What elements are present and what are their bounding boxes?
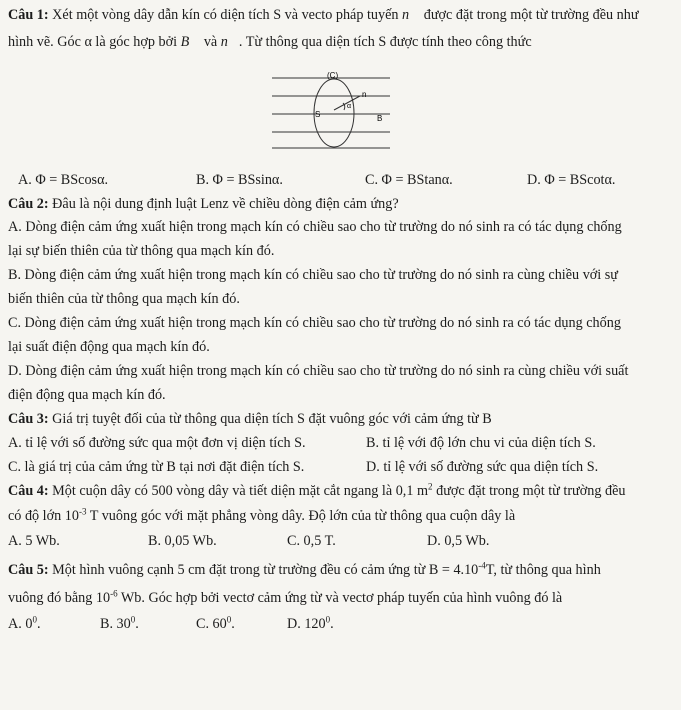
q1-n-symbol: n⃗	[402, 7, 421, 23]
q4-option-c: C. 0,5 T.	[287, 533, 336, 549]
q4-exp-2: -3	[78, 506, 87, 517]
q2-label: Câu 2:	[8, 196, 49, 212]
q5-text-1a: Một hình vuông cạnh 5 cm đặt trong từ trường đều có cảm ứng từ B = 4.10	[52, 562, 479, 578]
q3-label: Câu 3:	[8, 411, 49, 427]
q4-exp-1: 2	[428, 481, 433, 492]
q1-text-2b: và	[203, 34, 218, 50]
q1-figure	[268, 66, 396, 152]
q2-option-c-line-2: lại suất điện động qua mạch kín đó.	[8, 339, 210, 355]
q2-option-b-line-1: B. Dòng điện cảm ứng xuất hiện trong mạch kín có chiều sao cho từ trường do nó sinh ra cùng chiều với sự	[8, 267, 618, 283]
q3-option-d: D. tỉ lệ với số đường sức qua diện tích S.	[366, 459, 599, 475]
q1-line-1	[8, 7, 681, 24]
q5-line-1	[8, 562, 681, 579]
q5-option-a-exp: 0	[32, 614, 37, 625]
q1-text-2a: hình vẽ. Góc α là góc hợp bởi	[8, 34, 178, 50]
q5-option-d-text: D. 120	[287, 616, 326, 632]
q1-option-d: D. Φ = BScotα.	[527, 172, 616, 188]
q5-option-a-text: A. 0	[8, 616, 33, 632]
q1-text-2c: . Từ thông qua diện tích S được tính theo công thức	[238, 34, 532, 50]
q4-text-1b: được đặt trong một từ trường đều	[436, 483, 626, 499]
q1-label: Câu 1:	[8, 7, 49, 23]
q3-text: Giá trị tuyệt đối của từ thông qua diện tích S đặt vuông góc với cảm ứng từ B	[52, 411, 492, 427]
q4-text-1a: Một cuộn dây có 500 vòng dây và tiết diện mặt cắt ngang là 0,1 m	[52, 483, 429, 499]
q2-option-d-line-1: D. Dòng điện cảm ứng xuất hiện trong mạch kín có chiều sao cho từ trường do nó sinh ra cùng chiều với suất	[8, 363, 629, 379]
fig-label-B: B	[377, 114, 383, 123]
q1-n-symbol-2: n⃗	[220, 34, 239, 50]
q2-option-d-line-2: điện động qua mạch kín đó.	[8, 387, 166, 403]
q4-text-2a: có độ lớn 10	[8, 508, 79, 524]
q5-exp-2: -6	[110, 588, 118, 599]
q1-text-1b: được đặt trong một từ trường đều như	[423, 7, 639, 23]
q4-option-b: B. 0,05 Wb.	[148, 533, 217, 549]
q2-option-b-line-2: biến thiên của từ thông qua mạch kín đó.	[8, 291, 240, 307]
q4-option-a: A. 5 Wb.	[8, 533, 60, 549]
q3-option-c: C. là giá trị của cảm ứng từ B tại nơi đặt điện tích S.	[8, 459, 305, 475]
q5-option-c-text: C. 60	[196, 616, 227, 632]
q5-option-c-exp: 0	[226, 614, 232, 625]
q1-text-1: Xét một vòng dây dẫn kín có diện tích S và vecto pháp tuyến	[52, 7, 399, 23]
q2-line-1	[8, 196, 681, 213]
q1-option-b: B. Φ = BSsinα.	[196, 172, 283, 188]
q3-option-b: B. tỉ lệ với độ lớn chu vi của diện tích S.	[366, 435, 596, 451]
fig-label-n: n	[362, 90, 367, 99]
q5-option-d-exp: 0	[325, 614, 331, 625]
q1-option-a: A. Φ = BScosα.	[18, 172, 109, 188]
q5-text-2a: vuông đó bằng 10	[8, 590, 111, 606]
q5-option-d: D. $120^0$.	[287, 614, 334, 632]
q1-B-symbol: B⃗	[180, 34, 201, 50]
q4-line-1	[8, 483, 681, 500]
q5-text-1b: T, từ thông qua hình	[485, 562, 601, 578]
q4-label: Câu 4:	[8, 483, 49, 499]
q5-option-b-text: B. 30	[100, 616, 131, 632]
q2-option-a-line-2: lại sự biến thiên của từ thông qua mạch kín đó.	[8, 243, 275, 259]
q2-option-a-line-1: A. Dòng điện cảm ứng xuất hiện trong mạch kín có chiều sao cho từ trường do nó sinh ra có tác dụng chống	[8, 219, 622, 235]
q4-line-2	[8, 508, 681, 525]
q5-option-c: C. $60^0$.	[196, 614, 235, 632]
q1-line-2	[8, 34, 681, 51]
q4-option-d: D. 0,5 Wb.	[427, 533, 490, 549]
q5-label: Câu 5:	[8, 562, 49, 578]
q3-option-a: A. tỉ lệ với số đường sức qua một đơn vị diện tích S.	[8, 435, 306, 451]
q5-option-a: A. $0^0$.	[8, 614, 41, 632]
q5-exp-1: -4	[478, 560, 486, 571]
q1-option-c: C. Φ = BStanα.	[365, 172, 453, 188]
q5-line-2	[8, 590, 681, 607]
q5-option-b-exp: 0	[130, 614, 136, 625]
q5-option-b: B. $30^0$.	[100, 614, 139, 632]
fig-label-alpha: α	[347, 103, 352, 110]
q3-line-1	[8, 411, 681, 428]
q5-text-2b: Wb. Góc hợp bởi vectơ cảm ứng từ và vectơ pháp tuyến của hình vuông đó là	[120, 590, 563, 606]
q4-text-2b: T vuông góc với mặt phẳng vòng dây. Độ lớn của từ thông qua cuộn dây là	[89, 508, 516, 524]
q2-option-c-line-1: C. Dòng điện cảm ứng xuất hiện trong mạch kín có chiều sao cho từ trường do nó sinh ra có tác dụng chống	[8, 315, 621, 331]
fig-label-C: (C)	[327, 71, 339, 80]
fig-label-S: S	[315, 110, 321, 119]
q2-text: Đâu là nội dung định luật Lenz về chiều dòng điện cảm ứng?	[52, 196, 399, 212]
